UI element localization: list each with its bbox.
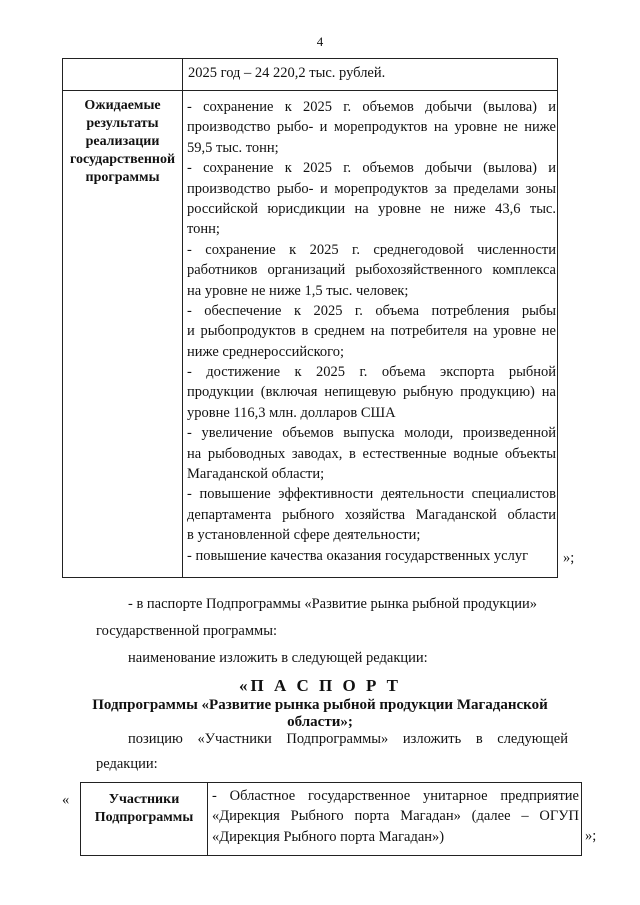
text-line: - достижение к 2025 г. объема экспорта рыбной (187, 364, 556, 381)
text-line: - сохранение к 2025 г. объемов добычи (вылова) и (187, 160, 556, 177)
table-divider (207, 783, 208, 855)
funding-cell: 2025 год – 24 220,2 тыс. рублей. (188, 65, 386, 81)
label-line: Подпрограммы (94, 810, 194, 825)
text-line: и рыбопродуктов в среднем на потребителя на уровне не (187, 323, 556, 340)
text-line: на уровне не ниже 1,5 тыс. человек; (187, 282, 409, 299)
text-line: Магаданской области; (187, 466, 325, 483)
closing-quote: »; (563, 550, 575, 566)
text-line: 59,5 тыс. тонн; (187, 139, 279, 156)
expected-results-text (187, 97, 556, 566)
text-line: - сохранение к 2025 г. среднегодовой численности (187, 241, 556, 258)
text-line: тонн; (187, 221, 220, 238)
paragraph: редакции: (96, 756, 158, 772)
text-line: - обеспечение к 2025 г. объема потребления рыбы (187, 302, 556, 319)
text-line: на рыбоводных заводах, в естественные водные объекты (187, 445, 556, 462)
label-line: программы (85, 170, 160, 185)
opening-quote: « (62, 792, 70, 808)
participants-label (81, 791, 207, 827)
text-line: производство рыбо- и морепродуктов за пределами зоны (187, 180, 556, 197)
text-line: в установленной сфере деятельности; (187, 527, 421, 544)
label-line: реализации (85, 134, 160, 149)
table-divider (182, 59, 183, 577)
expected-results-label (63, 97, 182, 187)
text-line: - увеличение объемов выпуска молоди, произведенной (187, 425, 556, 442)
text-line: производство рыбо- и морепродуктов на уровне не ниже (187, 119, 556, 136)
text-line: «Дирекция Рыбного порта Магадан» (далее – ОГУП (212, 808, 579, 825)
closing-quote: »; (585, 828, 597, 844)
label-line: Ожидаемые (84, 98, 161, 113)
text-line: «Дирекция Рыбного порта Магадан») (212, 828, 445, 845)
text-line: департамента рыбного хозяйства Магаданской области (187, 506, 556, 523)
text-line: работников организаций рыбохозяйственного комплекса (187, 262, 556, 279)
paragraph: - в паспорте Подпрограммы «Развитие рынка рыбной продукции» (128, 596, 538, 612)
subprogram-title: области»; (287, 714, 353, 730)
participants-text (212, 786, 579, 847)
goals-table (62, 58, 558, 578)
label-line: результаты (86, 116, 159, 131)
table-divider (63, 90, 557, 91)
label-line: Участники (108, 792, 180, 807)
text-line: - повышение качества оказания государственных услуг (187, 547, 529, 564)
paragraph: наименование изложить в следующей редакции: (128, 650, 428, 666)
paragraph: государственной программы: (96, 623, 277, 639)
passport-heading: «П А С П О Р Т (239, 676, 401, 695)
text-line: - Областное государственное унитарное предприятие (212, 788, 579, 804)
subprogram-title: Подпрограммы «Развитие рынка рыбной продукции Магаданской (92, 697, 548, 713)
paragraph: позицию «Участники Подпрограммы» изложить в следующей (128, 731, 568, 747)
label-line: государственной (69, 152, 176, 167)
text-line: российской юрисдикции на уровне не ниже 43,6 тыс. (187, 200, 556, 217)
text-line: продукции (включая непищевую рыбную продукцию) на (187, 384, 556, 401)
text-line: - повышение эффективности деятельности специалистов (187, 486, 556, 503)
text-line: - сохранение к 2025 г. объемов добычи (вылова) и (187, 99, 556, 115)
page-number: 4 (316, 34, 324, 49)
participants-table (80, 782, 582, 856)
text-line: уровне 116,3 млн. долларов США (187, 404, 396, 421)
text-line: ниже среднероссийского; (187, 343, 345, 360)
